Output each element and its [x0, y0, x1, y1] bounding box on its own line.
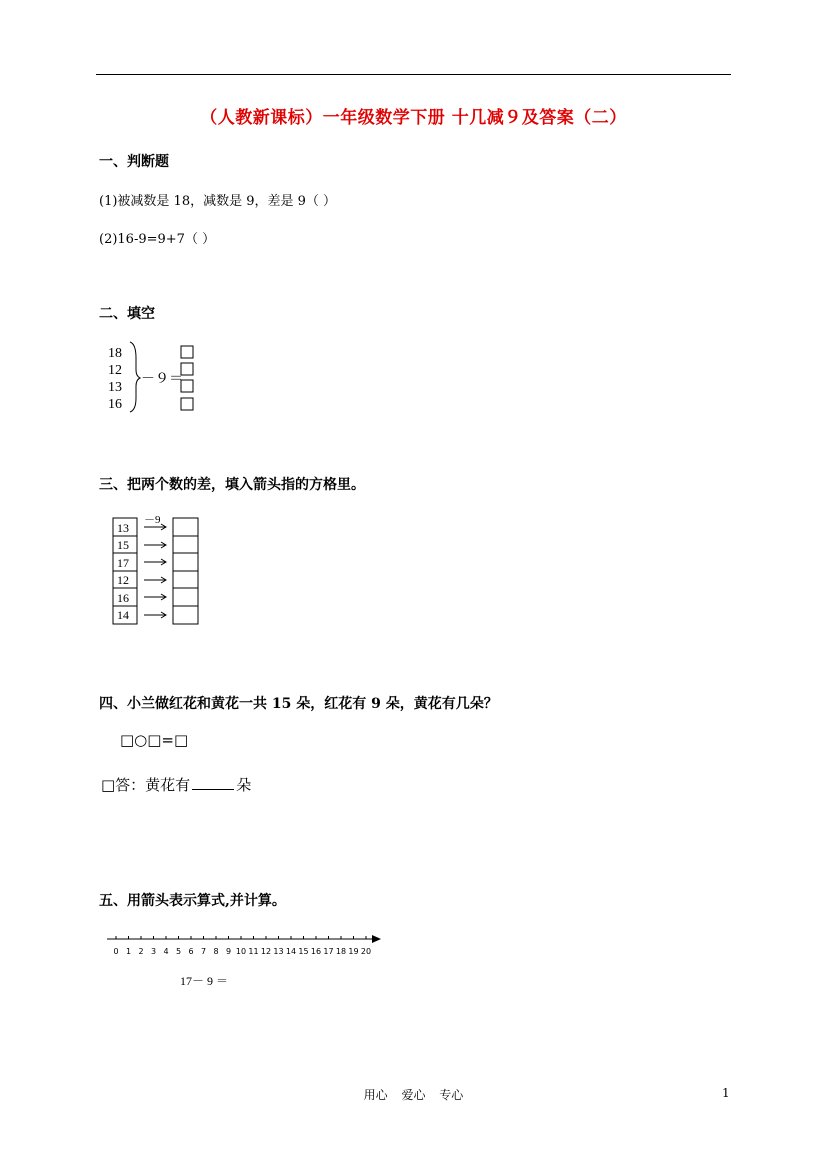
section-3-heading: 三、把两个数的差，填入箭头指的方格里。	[99, 477, 365, 493]
number-line-tick-label: 18	[335, 947, 347, 956]
minuend-number: 13	[108, 380, 122, 395]
answer-suffix: 朵	[236, 776, 252, 794]
arrow-table-figure	[112, 512, 204, 628]
answer-prefix: □答：黄花有	[101, 776, 191, 794]
operator-text: －９＝	[141, 372, 183, 387]
minus-nine-label: －9	[144, 514, 161, 526]
minuend-number: 18	[108, 346, 122, 361]
number-line-tick-label: 0	[113, 947, 119, 956]
header-rule	[96, 74, 731, 75]
expression-text: 17－ 9 ＝	[180, 974, 229, 988]
curly-brace	[130, 342, 140, 412]
number-line-tick-label: 11	[248, 947, 259, 956]
number-line-tick-label: 10	[235, 947, 247, 956]
number-line-tick-label: 7	[200, 947, 207, 956]
section-4-heading: 四、小兰做红花和黄花一共 15 朵，红花有 9 朵，黄花有几朵？	[99, 696, 498, 712]
answer-line	[101, 774, 251, 795]
right-arrow-icon	[144, 594, 166, 600]
table-number: 14	[117, 608, 129, 622]
page-title: （人教新课标）一年级数学下册 十几减９及答案（二）	[200, 108, 627, 128]
page-footer: 用心 爱心 专心	[363, 1088, 464, 1102]
answer-box[interactable]	[181, 346, 193, 358]
number-line-tick-label: 19	[348, 947, 359, 956]
number-line-tick-label: 13	[273, 947, 284, 956]
number-line-tick-label: 1	[125, 947, 132, 956]
table-number: 12	[117, 573, 129, 587]
number-line-tick-label: 15	[298, 947, 309, 956]
table-number: 17	[117, 556, 129, 570]
answer-box[interactable]	[181, 398, 193, 410]
section-2-heading: 二、填空	[99, 306, 155, 322]
fill-blank-figure	[100, 338, 210, 418]
number-line-tick-label: 6	[188, 947, 194, 956]
number-line-tick-label: 8	[213, 947, 219, 956]
right-arrow-icon	[144, 577, 166, 583]
arrow-icons	[144, 524, 166, 618]
right-arrow-icon	[144, 559, 166, 565]
right-arrow-icon	[144, 612, 166, 618]
number-line-tick-label: 2	[138, 947, 144, 956]
minuend-number: 16	[108, 397, 122, 412]
section-1-heading: 一、判断题	[99, 154, 169, 170]
answer-blank[interactable]	[192, 777, 234, 790]
number-line-tick-label: 12	[260, 947, 272, 956]
number-line	[104, 928, 388, 962]
number-line-tick-label: 9	[225, 947, 232, 956]
question-1-1: (1)被减数是 18，减数是 9，差是 9（ ）	[99, 194, 337, 209]
number-line-tick-label: 16	[310, 947, 322, 956]
number-line-tick-label: 20	[360, 947, 372, 956]
arrow-head-icon	[372, 935, 381, 943]
formula-blanks[interactable]: □○□=□	[120, 731, 189, 749]
page-number: 1	[722, 1086, 730, 1100]
table-number: 15	[117, 538, 129, 552]
number-line-tick-label: 3	[150, 947, 157, 956]
right-arrow-icon	[144, 542, 166, 548]
number-line-tick-label: 17	[323, 947, 334, 956]
section-5-heading: 五、用箭头表示算式,并计算。	[99, 893, 286, 909]
number-line-tick-label: 5	[175, 947, 182, 956]
table-number: 16	[117, 591, 129, 605]
question-1-2: (2)16-9=9+7（ ）	[99, 232, 216, 247]
minuend-number: 12	[108, 363, 122, 378]
table-number: 13	[117, 521, 129, 535]
number-line-tick-label: 4	[163, 947, 169, 956]
number-line-tick-label: 14	[285, 947, 297, 956]
